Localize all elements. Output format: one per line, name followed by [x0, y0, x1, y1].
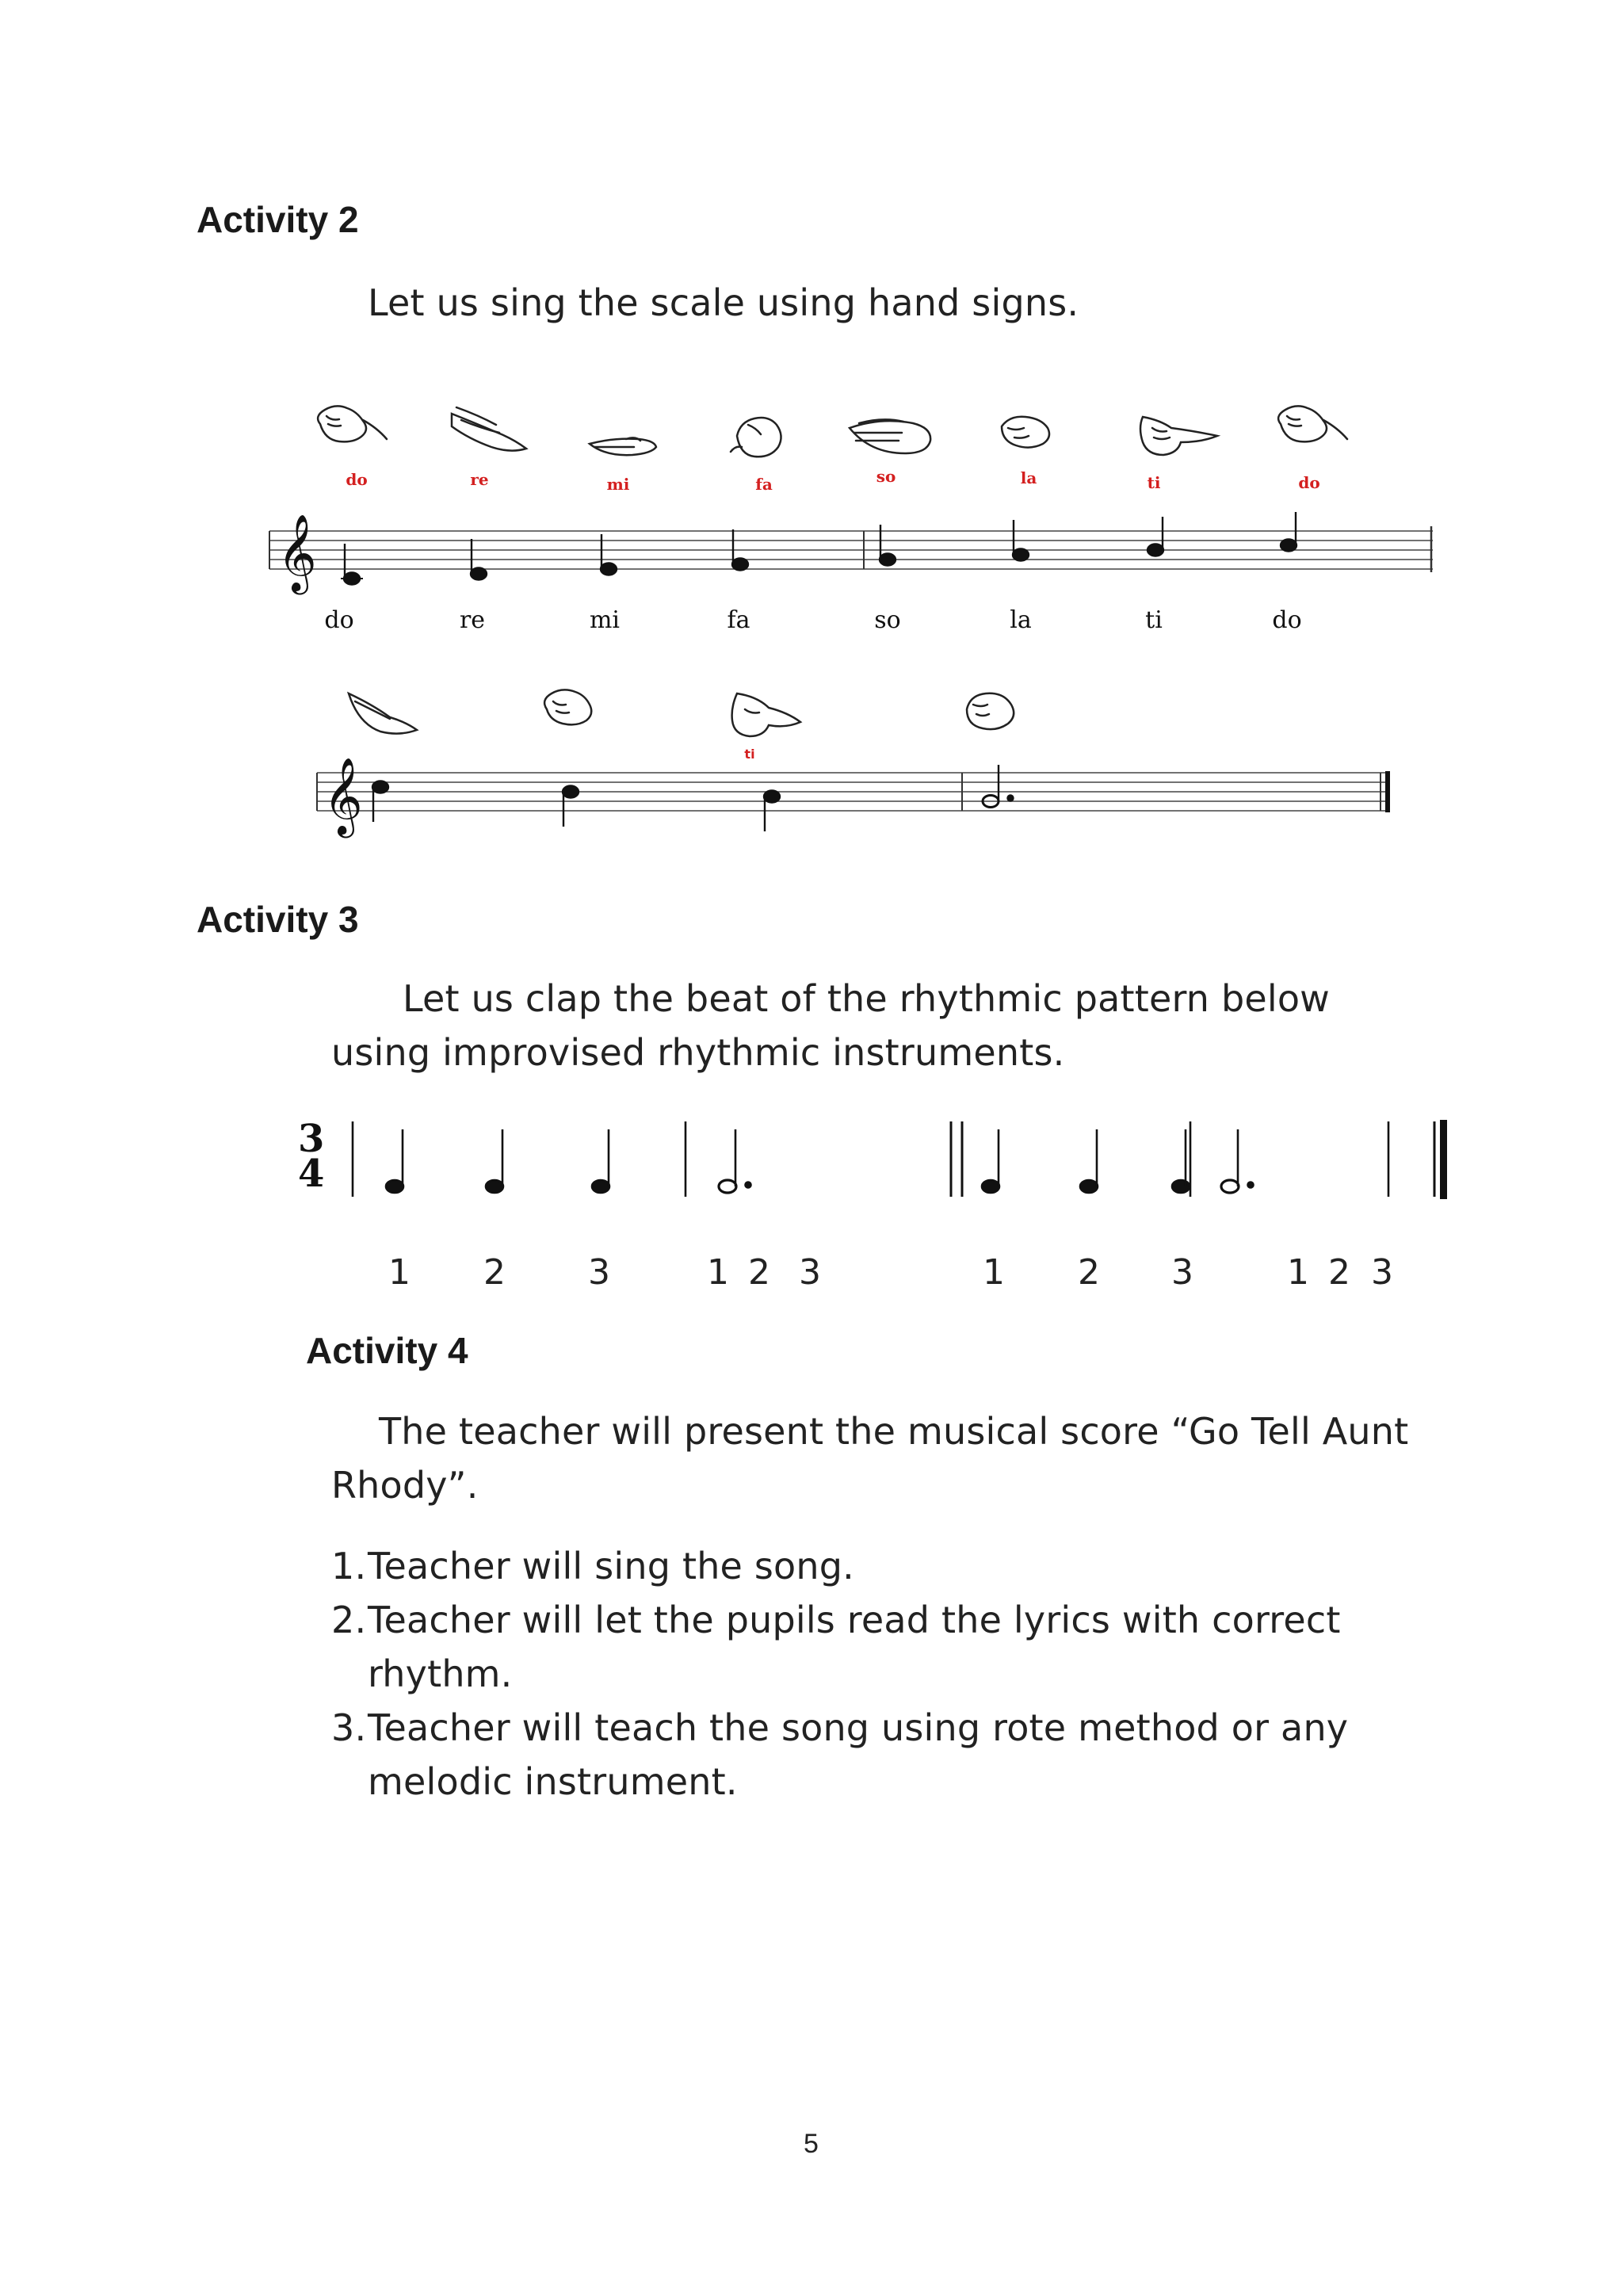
- note-mi: [601, 563, 617, 575]
- beat-count: 2: [1078, 1252, 1100, 1293]
- beat-count: 1: [388, 1252, 411, 1293]
- dotted-half-note: [1221, 1180, 1239, 1193]
- treble-clef-icon: 𝄞: [277, 514, 317, 591]
- treble-clef-icon: 𝄞: [323, 757, 363, 835]
- step-number: 2.: [331, 1599, 367, 1641]
- hand-sign-so-icon: [850, 419, 930, 453]
- syllable-label: do: [1272, 606, 1302, 634]
- activity-3-instruction-line-1: Let us clap the beat of the rhythmic pattern below: [403, 977, 1330, 1020]
- step-text: Teacher will teach the song using rote method or any: [368, 1706, 1349, 1749]
- sign-label: re: [470, 470, 489, 489]
- activity-4-steps: [331, 1539, 1472, 1809]
- syllable-label: la: [1010, 606, 1032, 634]
- beat-count: 3: [1171, 1252, 1193, 1293]
- scale-staff-2: [309, 678, 1403, 868]
- note-do-high: [1281, 540, 1296, 552]
- beat-count: 2: [1328, 1252, 1350, 1293]
- quarter-note: [486, 1180, 503, 1193]
- activity-3-heading: Activity 3: [197, 899, 359, 940]
- hand-sign-so-curl-icon: [967, 693, 1014, 729]
- quarter-note: [1080, 1180, 1098, 1193]
- step-text-continued: rhythm.: [368, 1652, 513, 1695]
- final-barline: [1385, 771, 1390, 812]
- beat-counts: [0, 1252, 1623, 1300]
- step-number: 1.: [331, 1545, 367, 1587]
- sign-label: la: [1020, 468, 1037, 487]
- page-number: 5: [804, 2129, 819, 2159]
- time-signature-bottom: 4: [298, 1152, 325, 1196]
- beat-count: 3: [799, 1252, 821, 1293]
- beat-count: 2: [748, 1252, 770, 1293]
- hand-sign-fa-icon: [731, 418, 781, 457]
- sign-label: ti: [1147, 473, 1161, 492]
- beat-count: 2: [483, 1252, 506, 1293]
- activity-4-intro-line-1: The teacher will present the musical score “Go Tell Aunt: [379, 1410, 1409, 1453]
- sign-label: so: [876, 467, 896, 486]
- activity-2-heading: Activity 2: [197, 199, 359, 240]
- quarter-note: [982, 1180, 999, 1193]
- quarter-note: [592, 1180, 609, 1193]
- dotted-half-note: [719, 1180, 736, 1193]
- note-fa: [732, 559, 748, 571]
- note-so: [880, 554, 896, 566]
- note-do-high-desc: [372, 781, 388, 793]
- step-text: Teacher will let the pupils read the lyrics with correct: [368, 1599, 1341, 1641]
- syllable-label: ti: [1145, 606, 1163, 634]
- note-la-desc: [764, 791, 780, 803]
- beat-count: 1: [1287, 1252, 1309, 1293]
- rhythm-pattern: [293, 1114, 1450, 1217]
- beat-count: 3: [588, 1252, 610, 1293]
- quarter-note: [1172, 1180, 1190, 1193]
- hand-sign-ti-icon: [1140, 417, 1217, 455]
- note-ti-desc: [563, 786, 579, 798]
- step-text: Teacher will sing the song.: [368, 1545, 854, 1587]
- activity-4-intro-line-2: Rhody”.: [331, 1464, 479, 1507]
- step-item: [331, 1593, 1472, 1701]
- step-item: [331, 1701, 1472, 1809]
- hand-sign-mi-icon: [590, 437, 656, 455]
- syllable-label: fa: [727, 606, 750, 634]
- step-item: [331, 1539, 1472, 1593]
- hand-sign-do-icon: [318, 406, 387, 441]
- activity-3-instruction-line-2: using improvised rhythmic instruments.: [331, 1031, 1065, 1074]
- scale-staff-1: [254, 396, 1442, 658]
- note-la: [1013, 549, 1029, 561]
- final-barline: [1440, 1120, 1447, 1199]
- hand-sign-re-icon: [452, 407, 526, 451]
- syllable-label: re: [459, 606, 486, 634]
- time-signature-top: 3: [298, 1117, 325, 1161]
- note-do: [344, 573, 360, 585]
- beat-count: 1: [707, 1252, 729, 1293]
- activity-4-heading: Activity 4: [306, 1330, 468, 1371]
- beat-count: 1: [983, 1252, 1005, 1293]
- activity-2-instruction: Let us sing the scale using hand signs.: [368, 281, 1079, 324]
- step-text-continued: melodic instrument.: [368, 1760, 738, 1803]
- note-ti: [1148, 544, 1163, 556]
- note-re: [471, 568, 487, 580]
- hand-sign-ti-down-icon: [349, 693, 417, 734]
- step-number: 3.: [331, 1706, 367, 1749]
- hand-sign-la-point-icon: [732, 693, 800, 736]
- sign-label: do: [346, 470, 368, 489]
- hand-sign-la-icon: [1002, 417, 1049, 448]
- syllable-label: do: [324, 606, 354, 634]
- syllable-label: mi: [589, 606, 621, 634]
- syllable-label: so: [874, 606, 901, 634]
- hand-sign-do-high-icon: [1278, 406, 1347, 441]
- quarter-note: [386, 1180, 403, 1193]
- hand-sign-do-fist-icon: [544, 690, 591, 724]
- sign-label: fa: [755, 475, 773, 494]
- svg-text:ti: ti: [744, 747, 755, 762]
- sign-label: do: [1298, 473, 1320, 492]
- beat-count: 3: [1371, 1252, 1393, 1293]
- sign-label: mi: [606, 475, 630, 494]
